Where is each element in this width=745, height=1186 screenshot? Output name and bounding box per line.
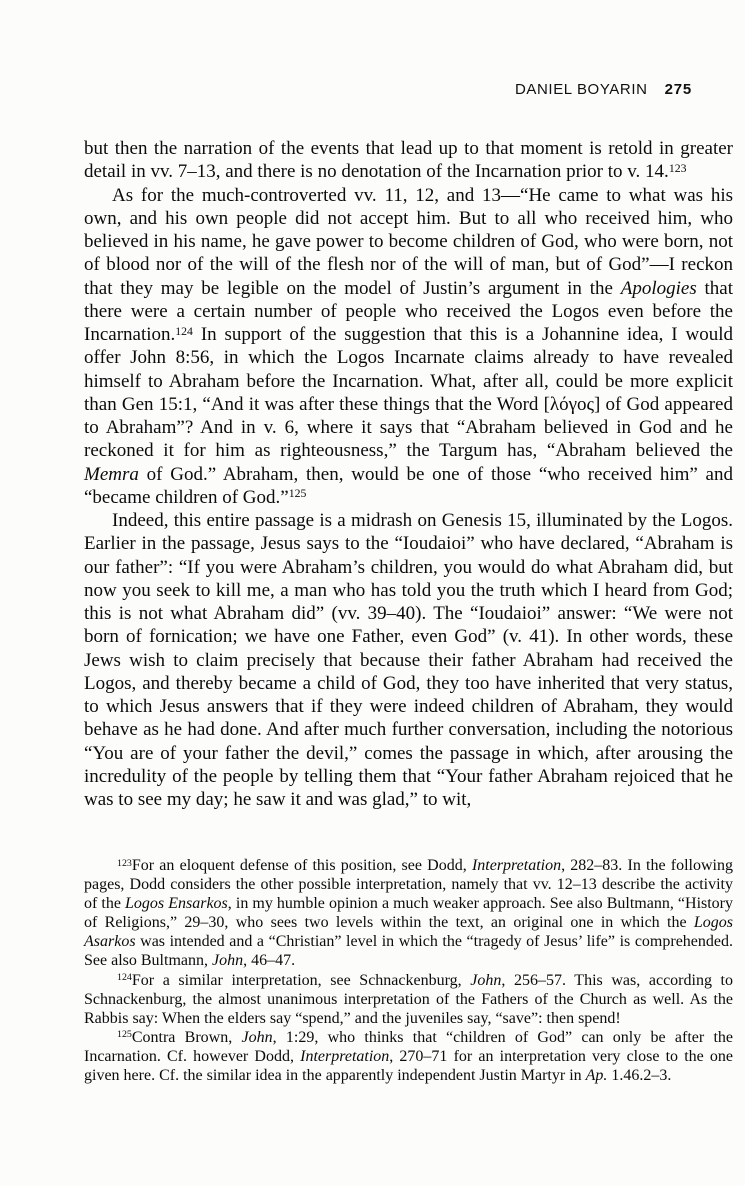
footnote-number: 125 [117, 1029, 132, 1041]
footnote-number: 123 [117, 857, 132, 869]
page-number: 275 [664, 81, 692, 98]
text-run: , 256–57. This was, according to Schnackenburg, the almost unanimous interpretation of the Fathers of the Church as well. As the Rabbis say: When the elders say “spend,” and the juveniles say, “save”: then spend! [84, 971, 733, 1027]
footnote-125 [84, 1028, 733, 1085]
italic-text: Interpretation [471, 857, 562, 874]
footnote-reference: 124 [175, 324, 193, 338]
italic-text: Interpretation [300, 1047, 390, 1065]
body-text [84, 137, 733, 811]
text-run: of God.” Abraham, then, would be one of those “who received him” and “became children of God.” [84, 463, 733, 508]
footnote-number: 124 [117, 972, 132, 984]
text-run: , 282–83. In the following pages, Dodd considers the other possible interpretation, namely that vv. 12–13 describe the activity of the [84, 857, 734, 913]
text-run: As for the much-controverted vv. 11, 12, and 13—“He came to what was his own, and his own people did not accept him. But to all who received him, who believed in his name, he gave power to become children of God, who were born, not of blood nor of the will of the flesh nor of the will of man, but of God”—I reckon that they may be legible on the model of Justin’s argument in the [84, 184, 733, 299]
italic-text: John [211, 952, 244, 970]
text-run: Indeed, this entire passage is a midrash on Genesis 15, illuminated by the Logos. Earlier in the passage, Jesus says to the “Ioudaioi” who have declared, “Abraham is our father”: “If you were Abraham’s children, you would do what Abraham did, but now you seek to kill me, a man who has told you the truth which I heard from God; this is not what Abraham did” (vv. 39–40). The “Ioudaioi” answer: “We were not born of fornication; we have one Father, even God” (v. 41). In other words, these Jews wish to claim precisely that because their father Abraham had received the Logos, and thereby became a child of God, they too have inherited that very status, to which Jesus answers that if they were indeed children of Abraham, they would behave as he had done. And after much further conversation, including the notorious “You are of your father the devil,” comes the passage in which, after arousing the incredulity of the people by telling them that “Your father Abraham rejoiced that he was to see my day; he saw it and was glad,” to wit, [84, 510, 733, 810]
italic-text: John [241, 1028, 273, 1046]
text-run: , 1:29, who thinks that “children of God” can only be after the Incarnation. Cf. however Dodd, [84, 1028, 734, 1065]
footnote-reference: 123 [668, 161, 687, 175]
footnote-124 [84, 971, 733, 1028]
italic-text: Ap. [585, 1067, 608, 1085]
text-run: , 270–71 for an interpretation very close to the one given here. Cf. the similar idea in the apparently independent Justin Martyr in [84, 1047, 733, 1085]
footnote-123 [84, 856, 733, 971]
text-run: was intended and a “Christian” level in which the “tragedy of Jesus’ life” is comprehended. See also Bultmann, [84, 933, 733, 970]
text-run: that there were a certain number of people who received the Logos even before the Incarnation. [84, 277, 733, 345]
footnote-reference: 125 [288, 487, 307, 501]
italic-text: Memra [84, 463, 139, 485]
body-paragraph [84, 137, 733, 184]
text-run: , 46–47. [243, 952, 296, 970]
text-run: , in my humble opinion a much weaker approach. See also Bultmann, “History of Religions,” 29–30, who sees two levels within the text, an original one in which the [84, 895, 734, 932]
text-run: For an eloquent defense of this position, see Dodd, [131, 857, 472, 874]
running-header-author: DANIEL BOYARIN [514, 81, 648, 98]
body-paragraph [84, 184, 733, 510]
italic-text: John [470, 971, 502, 989]
running-header [84, 82, 692, 98]
italic-text: Apologies [620, 277, 697, 299]
italic-text: Logos Ensarkos [125, 895, 228, 913]
text-run: In support of the suggestion that this is a Johannine idea, I would offer John 8:56, in which the Logos Incarnate claims already to have revealed himself to Abraham before the Incarnation. What, after all, could be more explicit than Gen 15:1, “And it was after these things that the Word [λόγος] of God appeared to Abraham”? And in v. 6, where it says that “Abraham believed in God and he reckoned it for him as righteousness,” the Targum has, “Abraham believed the [84, 324, 733, 462]
footnotes [84, 856, 733, 1085]
text-run: Contra Brown, [131, 1028, 242, 1046]
text-run: 1.46.2–3. [607, 1067, 672, 1085]
italic-text: Logos Asarkos [84, 914, 733, 951]
body-paragraph [84, 509, 733, 811]
text-run: For a similar interpretation, see Schnackenburg, [131, 971, 471, 989]
text-run: but then the narration of the events that lead up to that moment is retold in greater detail in vv. 7–13, and there is no denotation of the Incarnation prior to v. 14. [84, 138, 733, 183]
